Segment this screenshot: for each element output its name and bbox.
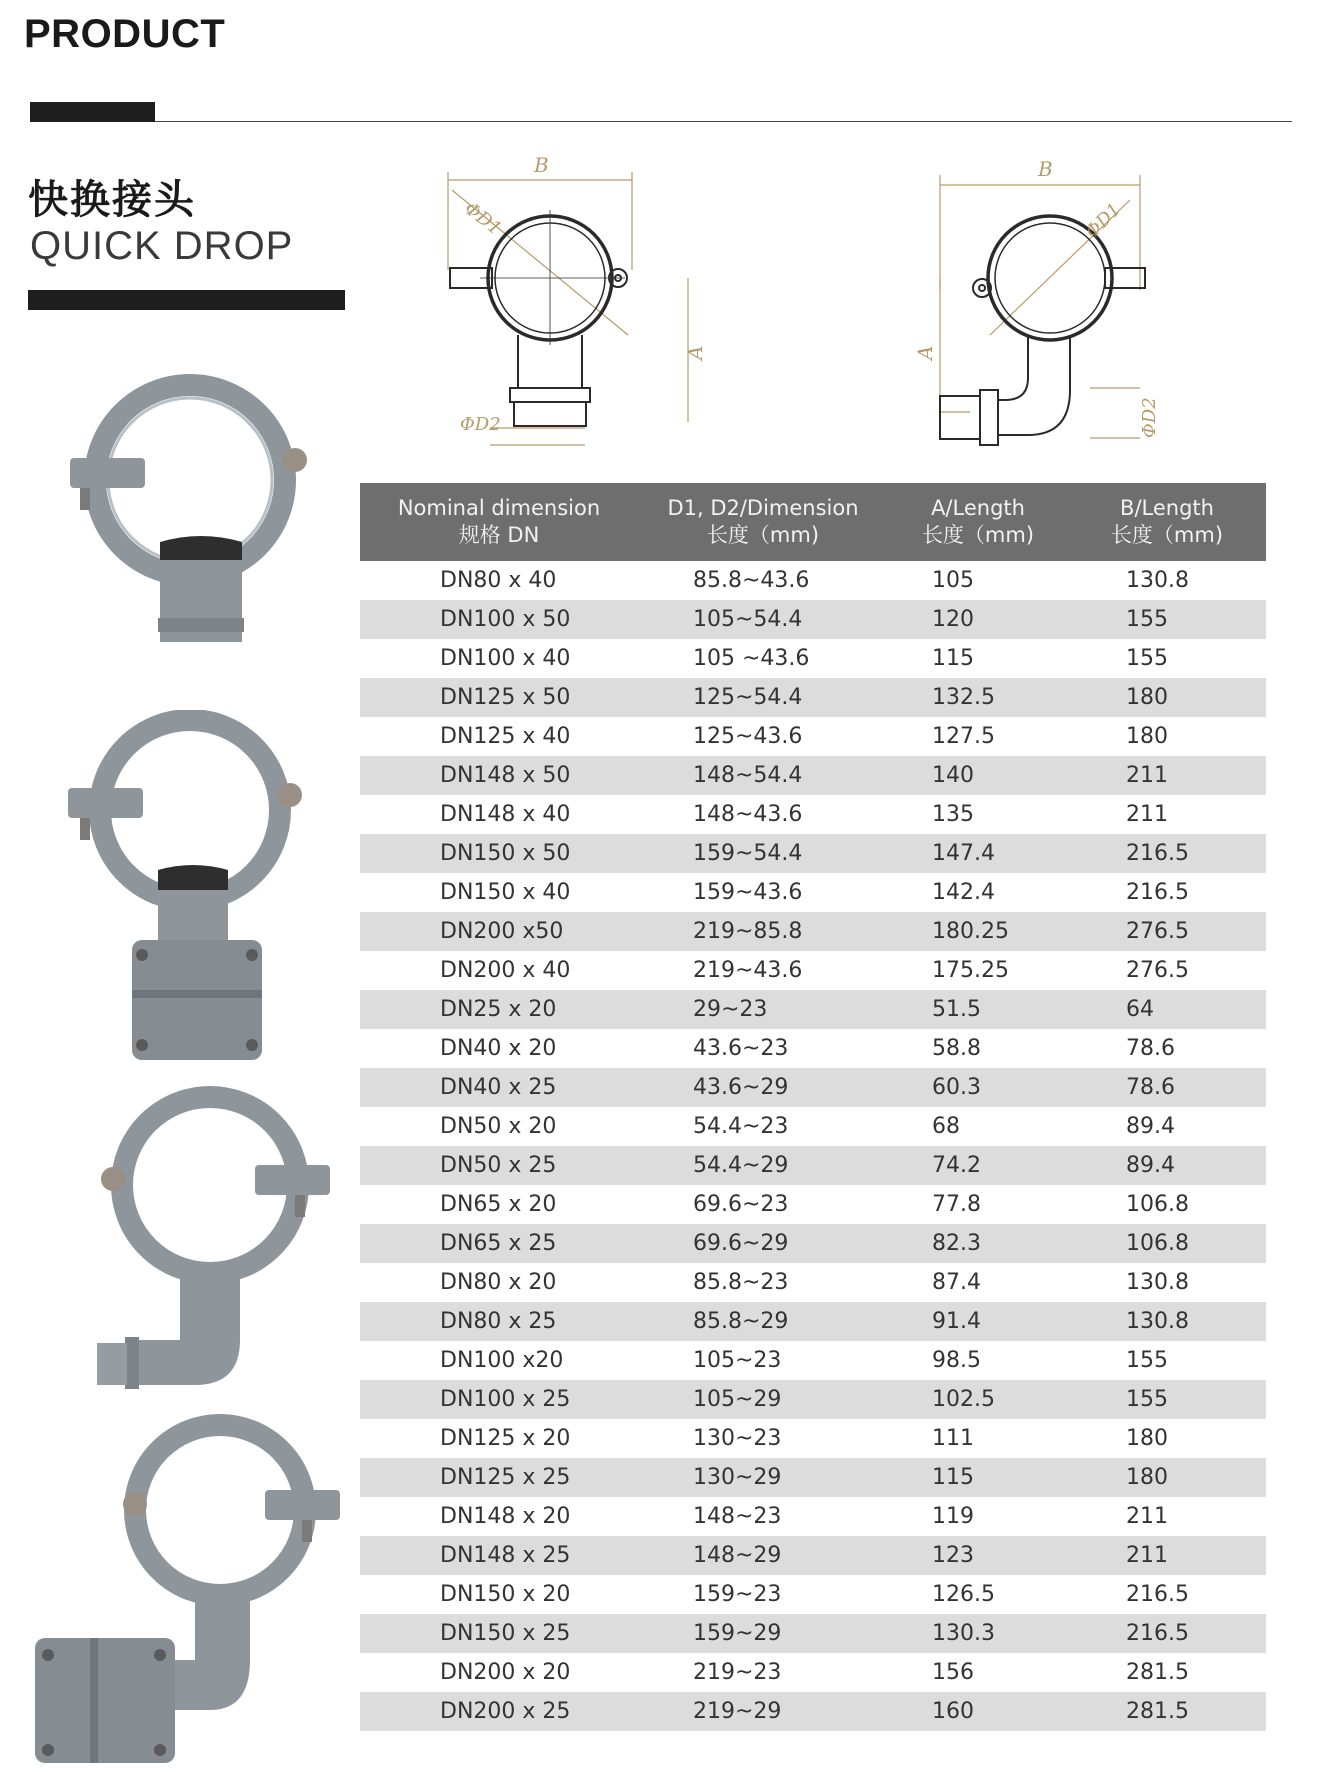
table-row — [360, 1302, 1266, 1341]
table-row — [360, 990, 1266, 1029]
cell-b-length: 180 — [1126, 685, 1168, 710]
cell-dimension: 85.8~43.6 — [693, 568, 810, 593]
cell-a-length: 105 — [932, 568, 974, 593]
cell-a-length: 147.4 — [932, 841, 995, 866]
table-row — [360, 1068, 1266, 1107]
cell-b-length: 106.8 — [1126, 1231, 1189, 1256]
table-row — [360, 1263, 1266, 1302]
cell-nominal: DN125 x 50 — [440, 685, 571, 710]
cell-a-length: 130.3 — [932, 1621, 995, 1646]
cell-b-length: 216.5 — [1126, 1621, 1189, 1646]
table-row — [360, 1107, 1266, 1146]
cell-dimension: 148~43.6 — [693, 802, 803, 827]
label-b: B — [534, 153, 549, 177]
label-d1: ΦD1 — [1081, 199, 1126, 243]
cell-a-length: 51.5 — [932, 997, 981, 1022]
cell-nominal: DN200 x 40 — [440, 958, 571, 983]
cell-a-length: 111 — [932, 1426, 974, 1451]
cell-dimension: 85.8~29 — [693, 1309, 789, 1334]
cell-b-length: 78.6 — [1126, 1075, 1175, 1100]
table-row — [360, 912, 1266, 951]
label-a: A — [913, 345, 937, 360]
cell-a-length: 160 — [932, 1699, 974, 1724]
cell-nominal: DN100 x 25 — [440, 1387, 571, 1412]
cell-dimension: 105~54.4 — [693, 607, 803, 632]
cell-dimension: 219~23 — [693, 1660, 782, 1685]
cell-a-length: 58.8 — [932, 1036, 981, 1061]
cell-nominal: DN148 x 20 — [440, 1504, 571, 1529]
cell-dimension: 148~54.4 — [693, 763, 803, 788]
cell-b-length: 216.5 — [1126, 841, 1189, 866]
cell-nominal: DN200 x50 — [440, 919, 564, 944]
cell-a-length: 142.4 — [932, 880, 995, 905]
table-row — [360, 795, 1266, 834]
header-accent-bar — [30, 102, 155, 122]
table-row — [360, 1029, 1266, 1068]
cell-dimension: 125~54.4 — [693, 685, 803, 710]
table-row — [360, 873, 1266, 912]
table-row — [360, 639, 1266, 678]
table-row — [360, 1341, 1266, 1380]
cell-a-length: 115 — [932, 646, 974, 671]
cell-b-length: 155 — [1126, 1348, 1168, 1373]
cell-a-length: 98.5 — [932, 1348, 981, 1373]
header-rule — [30, 121, 1292, 122]
cell-nominal: DN65 x 20 — [440, 1192, 557, 1217]
table-row — [360, 1497, 1266, 1536]
dimension-table — [360, 483, 1266, 1731]
table-row — [360, 717, 1266, 756]
cell-dimension: 159~29 — [693, 1621, 782, 1646]
cell-nominal: DN100 x20 — [440, 1348, 564, 1373]
table-row — [360, 1419, 1266, 1458]
cell-dimension: 130~29 — [693, 1465, 782, 1490]
table-row — [360, 1692, 1266, 1731]
cell-b-length: 276.5 — [1126, 919, 1189, 944]
cell-b-length: 130.8 — [1126, 1309, 1189, 1334]
label-d1: ΦD1 — [460, 197, 506, 240]
product-photo-elbow-saddle — [30, 1410, 350, 1770]
cell-a-length: 68 — [932, 1114, 960, 1139]
table-row — [360, 1224, 1266, 1263]
table-row — [360, 1536, 1266, 1575]
cell-b-length: 89.4 — [1126, 1114, 1175, 1139]
cell-nominal: DN200 x 20 — [440, 1660, 571, 1685]
cell-nominal: DN100 x 50 — [440, 607, 571, 632]
table-body — [360, 561, 1266, 1731]
column-header-a-length: A/Length 长度（mm) — [921, 496, 1035, 547]
page-header-title: PRODUCT — [24, 12, 226, 56]
cell-dimension: 159~43.6 — [693, 880, 803, 905]
cell-b-length: 180 — [1126, 1465, 1168, 1490]
cell-nominal: DN80 x 40 — [440, 568, 557, 593]
cell-b-length: 216.5 — [1126, 1582, 1189, 1607]
cell-b-length: 211 — [1126, 802, 1168, 827]
cell-b-length: 180 — [1126, 724, 1168, 749]
cell-nominal: DN100 x 40 — [440, 646, 571, 671]
product-photo-elbow — [85, 1085, 335, 1405]
cell-a-length: 175.25 — [932, 958, 1009, 983]
cell-dimension: 54.4~29 — [693, 1153, 789, 1178]
cell-nominal: DN65 x 25 — [440, 1231, 557, 1256]
cell-b-length: 216.5 — [1126, 880, 1189, 905]
cell-dimension: 219~43.6 — [693, 958, 803, 983]
column-header-nominal: Nominal dimension 规格 DN — [397, 496, 601, 547]
cell-b-length: 89.4 — [1126, 1153, 1175, 1178]
cell-dimension: 159~23 — [693, 1582, 782, 1607]
cell-nominal: DN50 x 25 — [440, 1153, 557, 1178]
cell-nominal: DN150 x 20 — [440, 1582, 571, 1607]
cell-nominal: DN148 x 25 — [440, 1543, 571, 1568]
column-header-dimension: D1, D2/Dimension 长度（mm) — [667, 496, 859, 547]
cell-nominal: DN148 x 40 — [440, 802, 571, 827]
cell-b-length: 211 — [1126, 763, 1168, 788]
cell-a-length: 119 — [932, 1504, 974, 1529]
label-a: A — [683, 345, 707, 360]
label-b: B — [1038, 157, 1053, 181]
label-d2: ΦD2 — [1139, 397, 1160, 438]
cell-a-length: 102.5 — [932, 1387, 995, 1412]
cell-nominal: DN40 x 25 — [440, 1075, 557, 1100]
cell-a-length: 115 — [932, 1465, 974, 1490]
table-row — [360, 1380, 1266, 1419]
column-header-b-length: B/Length 长度（mm) — [1110, 496, 1224, 547]
drawing-straight-outlet — [430, 150, 720, 460]
cell-nominal: DN40 x 20 — [440, 1036, 557, 1061]
cell-nominal: DN50 x 20 — [440, 1114, 557, 1139]
table-row — [360, 561, 1266, 600]
cell-nominal: DN125 x 20 — [440, 1426, 571, 1451]
table-row — [360, 1575, 1266, 1614]
cell-b-length: 211 — [1126, 1504, 1168, 1529]
cell-a-length: 132.5 — [932, 685, 995, 710]
section-accent-bar — [28, 290, 345, 310]
cell-dimension: 105~23 — [693, 1348, 782, 1373]
cell-a-length: 156 — [932, 1660, 974, 1685]
cell-dimension: 43.6~29 — [693, 1075, 789, 1100]
cell-a-length: 60.3 — [932, 1075, 981, 1100]
cell-a-length: 126.5 — [932, 1582, 995, 1607]
cell-dimension: 105~29 — [693, 1387, 782, 1412]
cell-nominal: DN80 x 25 — [440, 1309, 557, 1334]
cell-nominal: DN125 x 40 — [440, 724, 571, 749]
table-row — [360, 1146, 1266, 1185]
cell-a-length: 140 — [932, 763, 974, 788]
cell-a-length: 180.25 — [932, 919, 1009, 944]
product-photo-saddle — [60, 710, 320, 1070]
cell-dimension: 219~29 — [693, 1699, 782, 1724]
cell-a-length: 87.4 — [932, 1270, 981, 1295]
cell-nominal: DN150 x 25 — [440, 1621, 571, 1646]
cell-a-length: 120 — [932, 607, 974, 632]
table-row — [360, 600, 1266, 639]
cell-a-length: 77.8 — [932, 1192, 981, 1217]
product-photo-straight — [60, 370, 320, 670]
cell-dimension: 85.8~23 — [693, 1270, 789, 1295]
cell-dimension: 29~23 — [693, 997, 768, 1022]
cell-dimension: 105 ~43.6 — [693, 646, 810, 671]
cell-b-length: 106.8 — [1126, 1192, 1189, 1217]
label-d2: ΦD2 — [460, 414, 501, 435]
cell-b-length: 211 — [1126, 1543, 1168, 1568]
cell-b-length: 78.6 — [1126, 1036, 1175, 1061]
drawing-elbow-outlet — [910, 150, 1160, 450]
cell-dimension: 54.4~23 — [693, 1114, 789, 1139]
cell-nominal: DN25 x 20 — [440, 997, 557, 1022]
table-row — [360, 951, 1266, 990]
cell-b-length: 130.8 — [1126, 1270, 1189, 1295]
cell-b-length: 155 — [1126, 607, 1168, 632]
cell-b-length: 281.5 — [1126, 1699, 1189, 1724]
cell-nominal: DN200 x 25 — [440, 1699, 571, 1724]
cell-a-length: 135 — [932, 802, 974, 827]
cell-nominal: DN150 x 50 — [440, 841, 571, 866]
cell-nominal: DN150 x 40 — [440, 880, 571, 905]
table-row — [360, 1653, 1266, 1692]
cell-nominal: DN80 x 20 — [440, 1270, 557, 1295]
cell-a-length: 74.2 — [932, 1153, 981, 1178]
table-row — [360, 1185, 1266, 1224]
cell-b-length: 64 — [1126, 997, 1154, 1022]
cell-a-length: 127.5 — [932, 724, 995, 749]
cell-a-length: 123 — [932, 1543, 974, 1568]
cell-b-length: 180 — [1126, 1426, 1168, 1451]
cell-a-length: 91.4 — [932, 1309, 981, 1334]
cell-dimension: 43.6~23 — [693, 1036, 789, 1061]
cell-dimension: 69.6~23 — [693, 1192, 789, 1217]
cell-b-length: 155 — [1126, 646, 1168, 671]
table-row — [360, 1614, 1266, 1653]
cell-b-length: 130.8 — [1126, 568, 1189, 593]
cell-b-length: 281.5 — [1126, 1660, 1189, 1685]
table-row — [360, 1458, 1266, 1497]
cell-dimension: 159~54.4 — [693, 841, 803, 866]
cell-dimension: 219~85.8 — [693, 919, 803, 944]
cell-dimension: 148~29 — [693, 1543, 782, 1568]
table-row — [360, 834, 1266, 873]
section-title-cn: 快换接头 — [28, 177, 196, 223]
cell-nominal: DN148 x 50 — [440, 763, 571, 788]
cell-dimension: 125~43.6 — [693, 724, 803, 749]
cell-nominal: DN125 x 25 — [440, 1465, 571, 1490]
table-row — [360, 678, 1266, 717]
section-title-en: QUICK DROP — [30, 224, 294, 268]
cell-dimension: 69.6~29 — [693, 1231, 789, 1256]
cell-b-length: 276.5 — [1126, 958, 1189, 983]
cell-a-length: 82.3 — [932, 1231, 981, 1256]
table-header — [360, 483, 1266, 561]
table-row — [360, 756, 1266, 795]
cell-dimension: 130~23 — [693, 1426, 782, 1451]
cell-b-length: 155 — [1126, 1387, 1168, 1412]
cell-dimension: 148~23 — [693, 1504, 782, 1529]
